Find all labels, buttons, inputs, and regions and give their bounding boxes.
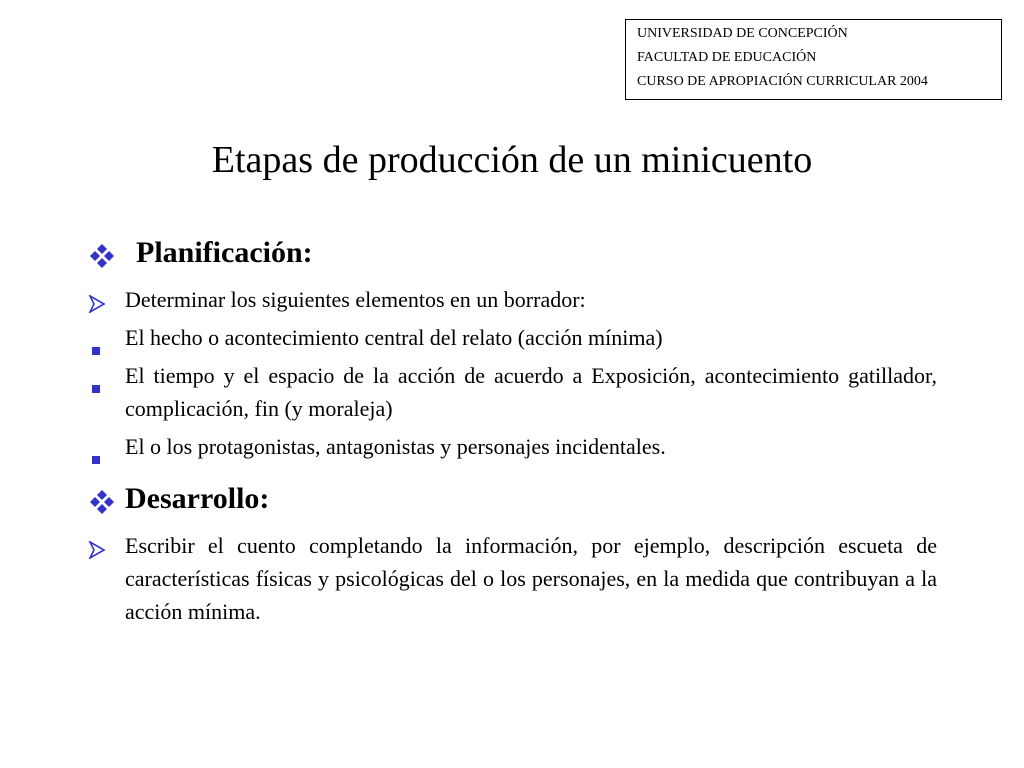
list-item-text: El tiempo y el espacio de la acción de acuerdo a Exposición, acontecimiento gatillador, complicación, fin (y moraleja) [125,363,937,421]
list-item [88,321,937,354]
square-bullet-icon [88,430,96,463]
header-course: CURSO DE APROPIACIÓN CURRICULAR 2004 [637,74,928,89]
header-faculty: FACULTAD DE EDUCACIÓN [637,50,817,65]
list-item-text: El hecho o acontecimiento central del relato (acción mínima) [125,325,663,350]
arrow-right-icon [88,283,106,316]
development-paragraph: Escribir el cuento completando la información, por ejemplo, descripción escueta de características físicas y psicológicas del o los personajes, en la medida que contribuyan a la acción mínima. [125,533,937,624]
slide-content [88,233,937,628]
planning-heading-text: Planificación: [136,236,313,269]
square-bullet-icon [88,321,96,354]
section-planning-heading [88,233,937,273]
list-item-text: El o los protagonistas, antagonistas y personajes incidentales. [125,434,666,459]
development-heading-text: Desarrollo: [125,482,270,515]
diamond-cluster-icon [88,233,116,273]
list-item [88,430,937,463]
slide-title: Etapas de producción de un minicuento [211,139,813,181]
section-development-heading [88,479,937,519]
institution-header-box [625,19,1002,100]
list-item [88,359,937,425]
planning-intro-text: Determinar los siguientes elementos en un borrador: [125,287,586,312]
arrow-right-icon [88,529,106,562]
diamond-cluster-icon [88,479,116,519]
header-university: UNIVERSIDAD DE CONCEPCIÓN [637,26,848,41]
development-text [88,529,937,628]
planning-intro [88,283,937,316]
square-bullet-icon [88,359,96,392]
